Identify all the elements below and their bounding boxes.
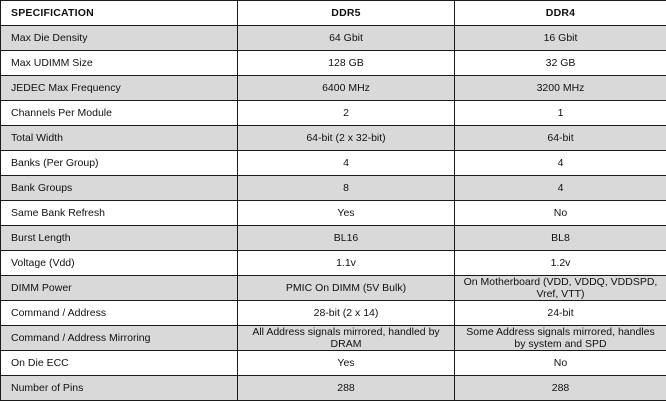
spec-label: Number of Pins xyxy=(1,376,238,401)
spec-label: JEDEC Max Frequency xyxy=(1,76,238,101)
table-row xyxy=(1,151,666,176)
header-ddr4: DDR4 xyxy=(455,1,666,26)
ddr5-value: BL16 xyxy=(238,226,455,251)
spec-label: On Die ECC xyxy=(1,351,238,376)
ddr5-value: 8 xyxy=(238,176,455,201)
ddr4-value: 4 xyxy=(455,151,666,176)
ddr5-value: 128 GB xyxy=(238,51,455,76)
spec-label: Max UDIMM Size xyxy=(1,51,238,76)
table-row xyxy=(1,326,666,351)
ddr4-value: No xyxy=(455,201,666,226)
table-row xyxy=(1,26,666,51)
spec-label: Banks (Per Group) xyxy=(1,151,238,176)
ddr5-value: 64-bit (2 x 32-bit) xyxy=(238,126,455,151)
table-row xyxy=(1,126,666,151)
ddr5-value: Yes xyxy=(238,351,455,376)
ddr5-value: Yes xyxy=(238,201,455,226)
ddr4-value: No xyxy=(455,351,666,376)
spec-label: Command / Address xyxy=(1,301,238,326)
spec-label: Bank Groups xyxy=(1,176,238,201)
spec-label: DIMM Power xyxy=(1,276,238,301)
table-row xyxy=(1,251,666,276)
ddr4-value: 32 GB xyxy=(455,51,666,76)
ddr4-value: 64-bit xyxy=(455,126,666,151)
ddr5-value: PMIC On DIMM (5V Bulk) xyxy=(238,276,455,301)
ddr4-value: 288 xyxy=(455,376,666,401)
table-row xyxy=(1,351,666,376)
ddr4-value: BL8 xyxy=(455,226,666,251)
spec-label: Same Bank Refresh xyxy=(1,201,238,226)
spec-label: Max Die Density xyxy=(1,26,238,51)
table-header-row xyxy=(1,1,666,26)
table-row xyxy=(1,376,666,401)
ddr5-value: 2 xyxy=(238,101,455,126)
ddr5-value: 1.1v xyxy=(238,251,455,276)
ddr4-value: On Motherboard (VDD, VDDQ, VDDSPD, Vref, VTT) xyxy=(455,276,666,301)
ddr5-value: All Address signals mirrored, handled by DRAM xyxy=(238,326,455,351)
spec-label: Burst Length xyxy=(1,226,238,251)
header-ddr5: DDR5 xyxy=(238,1,455,26)
ddr4-value: 1.2v xyxy=(455,251,666,276)
ddr4-value: 4 xyxy=(455,176,666,201)
spec-label: Total Width xyxy=(1,126,238,151)
table-row xyxy=(1,301,666,326)
header-specification: SPECIFICATION xyxy=(1,1,238,26)
ddr5-value: 28-bit (2 x 14) xyxy=(238,301,455,326)
table-row xyxy=(1,276,666,301)
ddr4-value: 1 xyxy=(455,101,666,126)
ddr5-value: 6400 MHz xyxy=(238,76,455,101)
ddr4-value: Some Address signals mirrored, handles by system and SPD xyxy=(455,326,666,351)
spec-label: Channels Per Module xyxy=(1,101,238,126)
ddr4-value: 3200 MHz xyxy=(455,76,666,101)
table-row xyxy=(1,176,666,201)
spec-label: Command / Address Mirroring xyxy=(1,326,238,351)
table-body xyxy=(1,26,666,401)
ddr4-value: 16 Gbit xyxy=(455,26,666,51)
ddr5-value: 288 xyxy=(238,376,455,401)
spec-label: Voltage (Vdd) xyxy=(1,251,238,276)
ddr5-value: 64 Gbit xyxy=(238,26,455,51)
table-row xyxy=(1,76,666,101)
table-row xyxy=(1,201,666,226)
table-row xyxy=(1,101,666,126)
ddr5-value: 4 xyxy=(238,151,455,176)
table-row xyxy=(1,226,666,251)
ddr4-value: 24-bit xyxy=(455,301,666,326)
table-row xyxy=(1,51,666,76)
